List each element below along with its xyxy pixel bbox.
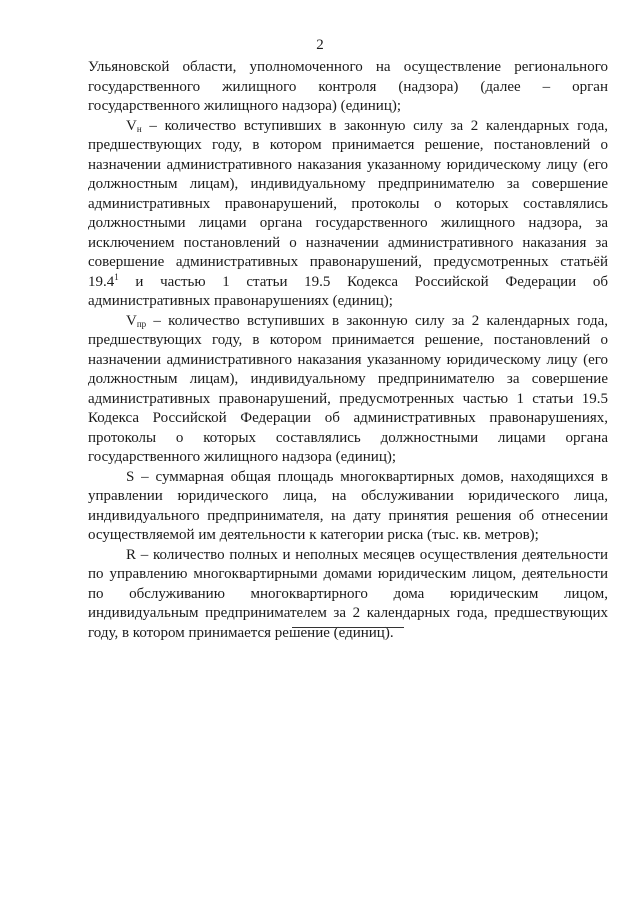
paragraph-r-definition: R – количество полных и неполных месяцев осуществления деятельности по управлению многоквартирными домами юридическим лицом, деятельности по обслуживанию многоквартирного дома юридическим лицом, индивидуальным предпринимателем за 2 календарных года, предшествующих году, в котором принимается решение (единиц).	[88, 546, 608, 641]
end-separator-line	[292, 627, 404, 628]
paragraph-vpr-definition	[88, 312, 608, 468]
vn-text-end: и частью 1 статьи 19.5 Кодекса Российской Федерации об административных правонарушениях (единиц);	[88, 273, 608, 309]
vn-subscript: н	[136, 123, 142, 134]
document-body	[88, 58, 608, 643]
paragraph-vn-definition	[88, 117, 608, 312]
footnote-superscript: 1	[114, 271, 119, 282]
paragraph-organ-definition: Ульяновской области, уполномоченного на осуществление регионального государственного жилищного контроля (надзора) (далее – орган государственного жилищного надзора) (единиц);	[88, 59, 608, 114]
vpr-subscript: пр	[136, 318, 147, 329]
paragraph-s-definition: S – суммарная общая площадь многоквартирных домов, находящихся в управлении юридического лица, на обслуживании юридического лица, индивидуального предпринимателя, на дату принятия решения об отнесении осуществляемой им деятельности к категории риска (тыс. кв. метров);	[88, 468, 608, 543]
page-number: 2	[316, 37, 324, 53]
vn-text: – количество вступивших в законную силу за 2 календарных года, предшествующих году, в котором принимается решение, постановлений о назначении административного наказания указанному юридическому лицу (его должностным лицам), индивидуальному предпринимателю за совершение административных правонарушений, протоколы о которых составлялись должностными лицами органа государственного жилищного надзора, за исключением постановлений о назначении административного наказания за совершение административных правонарушений, предусмотренных статьёй 19.4	[88, 117, 608, 290]
vpr-text: – количество вступивших в законную силу за 2 календарных года, предшествующих году, в котором принимается решение, постановлений о назначении административного наказания указанному юридическому лицу (его должностным лицам), индивидуальному предпринимателю за совершение административных правонарушений, предусмотренных частью 1 статьи 19.5 Кодекса Российской Федерации об административных правонарушениях, протоколы о которых составлялись должностными лицами органа государственного жилищного надзора (единиц);	[88, 312, 608, 465]
vpr-symbol: V	[126, 312, 137, 329]
vn-symbol: V	[126, 117, 137, 134]
